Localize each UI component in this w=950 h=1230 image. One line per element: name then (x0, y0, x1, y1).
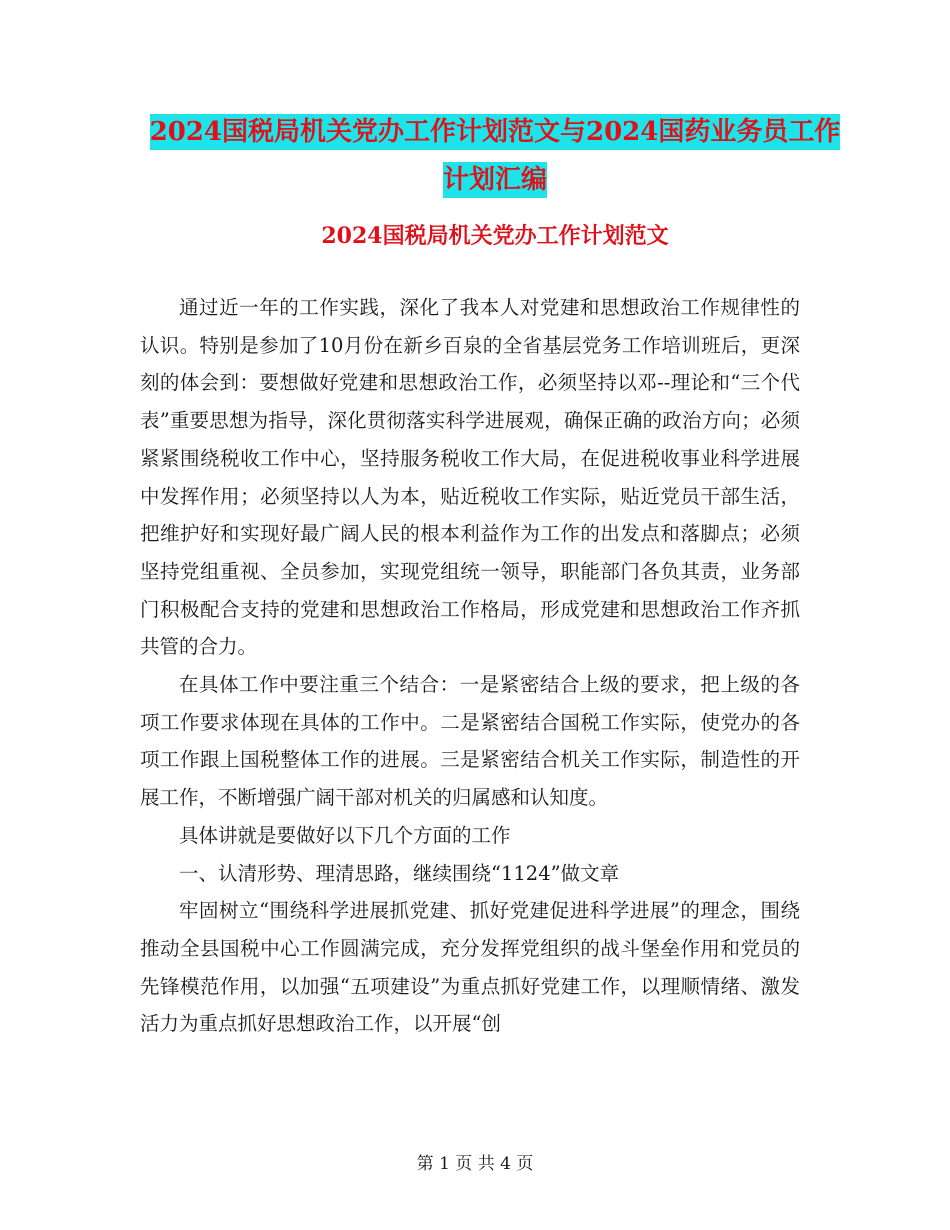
document-body (140, 289, 800, 1043)
document-title-text: 2024国税局机关党办工作计划范文与2024国药业务员工作计划汇编 (150, 114, 841, 198)
section-heading: 2024国税局机关党办工作计划范文 (321, 223, 669, 249)
paragraph: 通过近一年的工作实践，深化了我本人对党建和思想政治工作规律性的认识。特别是参加了10月份在新乡百泉的全省基层党务工作培训班后，更深刻的体会到：要想做好党建和思想政治工作，必须坚持以邓--理论和“三个代表”重要思想为指导，深化贯彻落实科学进展观，确保正确的政治方向；必须紧紧围绕税收工作中心，坚持服务税收工作大局，在促进税收事业科学进展中发挥作用；必须坚持以人为本，贴近税收工作实际，贴近党员干部生活，把维护好和实现好最广阔人民的根本利益作为工作的出发点和落脚点；必须坚持党组重视、全员参加，实现党组统一领导，职能部门各负其责，业务部门积极配合支持的党建和思想政治工作格局，形成党建和思想政治工作齐抓共管的合力。 (140, 296, 800, 659)
paragraph: 在具体工作中要注重三个结合：一是紧密结合上级的要求，把上级的各项工作要求体现在具体的工作中。二是紧密结合国税工作实际，使党办的各项工作跟上国税整体工作的进展。三是紧密结合机关工作实际，制造性的开展工作，不断增强广阔干部对机关的归属感和认知度。 (140, 673, 800, 810)
paragraph: 牢固树立“围绕科学进展抓党建、抓好党建促进科学进展”的理念，围绕推动全县国税中心工作圆满完成，充分发挥党组织的战斗堡垒作用和党员的先锋模范作用，以加强“五项建设”为重点抓好党建工作，以理顺情绪、激发活力为重点抓好思想政治工作，以开展“创 (140, 899, 800, 1036)
paragraph: 具体讲就是要做好以下几个方面的工作 (179, 823, 511, 847)
page-number-footer: 第 1 页 共 4 页 (416, 1154, 534, 1174)
document-title (140, 108, 850, 204)
paragraph: 一、认清形势、理清思路，继续围绕“1124”做文章 (179, 861, 620, 885)
